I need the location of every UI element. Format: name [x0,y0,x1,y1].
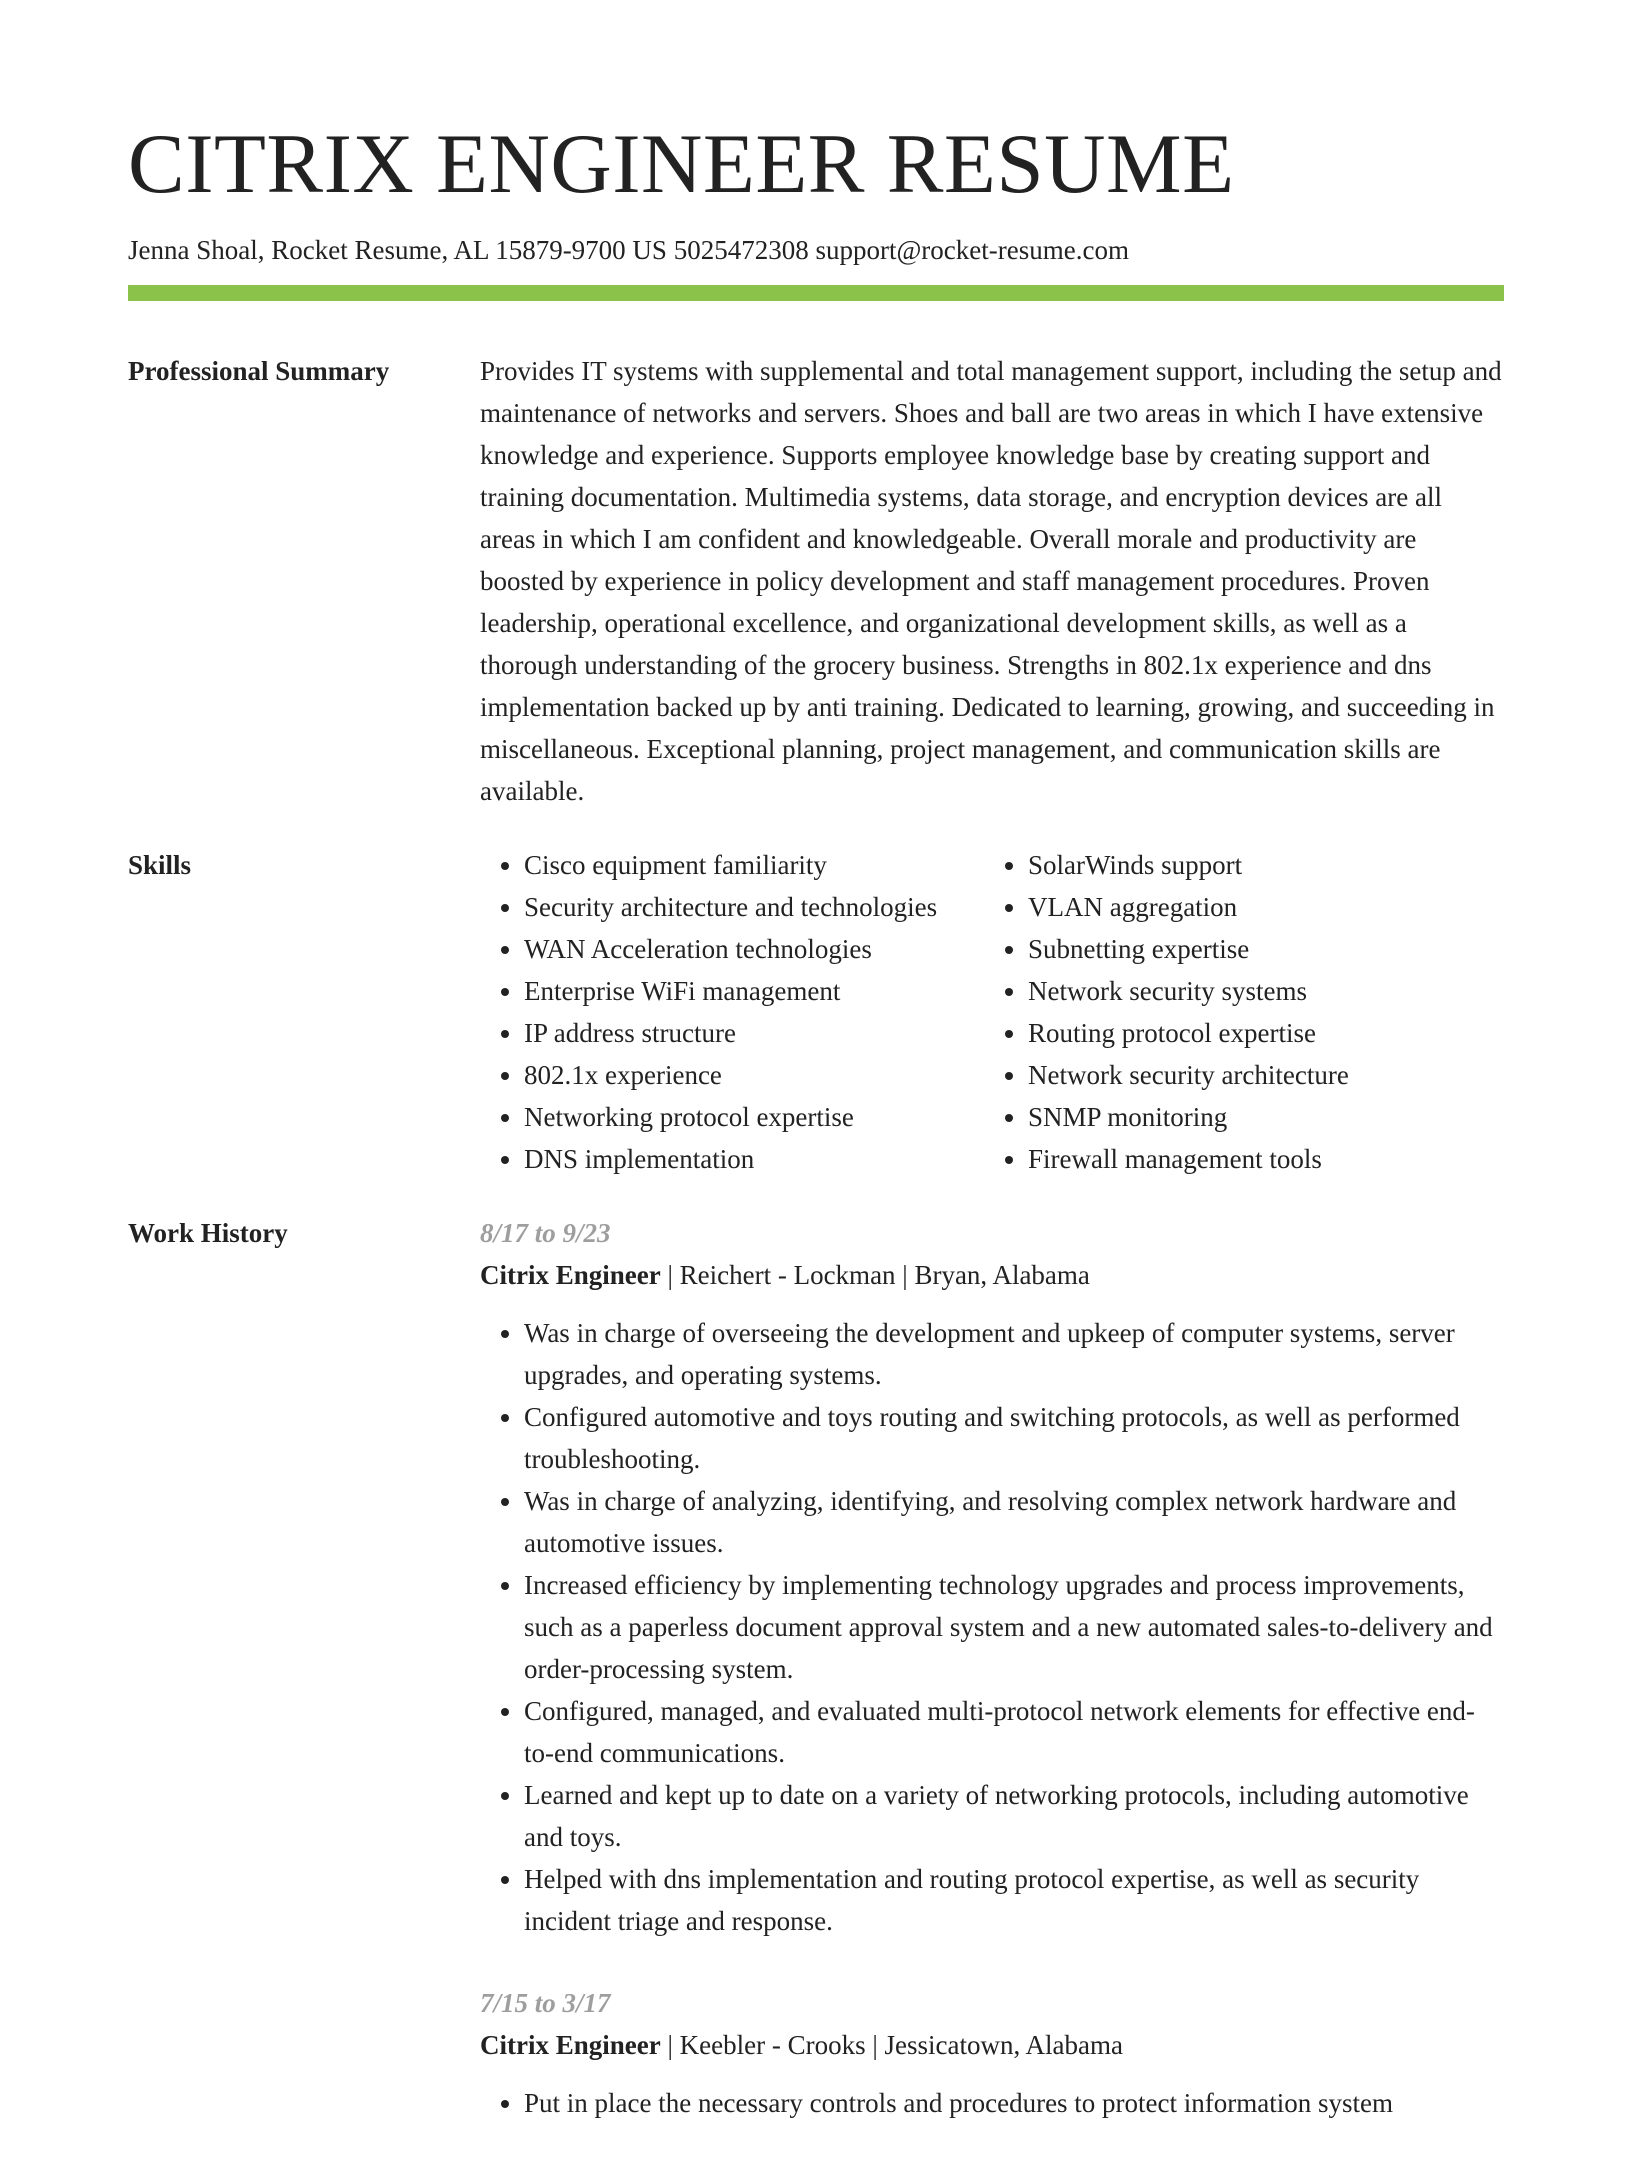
job-bullet: • Was in charge of overseeing the development and upkeep of computer systems, server upgrades, and operating systems. [524,1312,1504,1396]
skill-item: • Networking protocol expertise [524,1096,984,1138]
summary-text: Provides IT systems with supplemental and total management support, including the setup and maintenance of networks and servers. Shoes and ball are two areas in which I have extensive knowledge and experience. Supports employee knowledge base by creating support and training documentation. Multimedia systems, data storage, and encryption devices are all areas in which I am confident and knowledgeable. Overall morale and productivity are boosted by experience in policy development and staff management procedures. Proven leadership, operational excellence, and organizational development skills, as well as a thorough understanding of the grocery business. Strengths in 802.1x experience and dns implementation backed up by anti training. Dedicated to learning, growing, and succeeding in miscellaneous. Exceptional planning, project management, and communication skills are available. [480,356,1502,806]
job-bullet: • Put in place the necessary controls and procedures to protect information system [524,2082,1504,2124]
skill-item: • Enterprise WiFi management [524,970,984,1012]
skill-item: • Network security architecture [1028,1054,1488,1096]
skill-item: • Firewall management tools [1028,1138,1488,1180]
skill-item: • Network security systems [1028,970,1488,1012]
job-entry [480,1982,1504,2124]
job-bullet: • Learned and kept up to date on a variety of networking protocols, including automotive and toys. [524,1774,1504,1858]
skill-item: • WAN Acceleration technologies [524,928,984,970]
job-bullet: • Configured automotive and toys routing and switching protocols, as well as performed troubleshooting. [524,1396,1504,1480]
job-entry [480,1212,1504,1942]
job-bullet: • Was in charge of analyzing, identifying, and resolving complex network hardware and automotive issues. [524,1480,1504,1564]
skills-list-left [480,844,984,1180]
skill-item: • IP address structure [524,1012,984,1054]
skill-item: • SNMP monitoring [1028,1096,1488,1138]
job-bullet-list [480,1312,1504,1942]
work-history-body [480,1212,1504,2164]
skill-item: • VLAN aggregation [1028,886,1488,928]
skill-item: • Cisco equipment familiarity [524,844,984,886]
skills-label: Skills [128,850,192,880]
header-divider [128,285,1504,301]
skill-item: • Security architecture and technologies [524,886,984,928]
job-title: Citrix Engineer [480,2030,661,2060]
skill-item: • 802.1x experience [524,1054,984,1096]
job-bullet: • Helped with dns implementation and routing protocol expertise, as well as security incident triage and response. [524,1858,1504,1942]
skill-item: • SolarWinds support [1028,844,1488,886]
job-heading [480,1254,1504,1296]
work-history-label: Work History [128,1218,288,1248]
job-bullet-list [480,2082,1504,2124]
job-title: Citrix Engineer [480,1260,661,1290]
job-bullet: • Increased efficiency by implementing technology upgrades and process improvements, such as a paperless document approval system and a new automated sales-to-delivery and order-processing system. [524,1564,1504,1690]
job-details: | Keebler - Crooks | Jessicatown, Alabama [660,2030,1123,2060]
skill-item: • Subnetting expertise [1028,928,1488,970]
skills-columns [480,844,1504,1180]
skill-item: • DNS implementation [524,1138,984,1180]
job-dates: 7/15 to 3/17 [480,1988,611,2018]
job-bullet: • Configured, managed, and evaluated multi-protocol network elements for effective end-to-end communications. [524,1690,1504,1774]
skills-list-right [984,844,1488,1180]
summary-label: Professional Summary [128,356,390,386]
skill-item: • Routing protocol expertise [1028,1012,1488,1054]
contact-line: Jenna Shoal, Rocket Resume, AL 15879-9700 US 5025472308 support@rocket-resume.com [128,235,1129,265]
skills-body [480,844,1504,1180]
summary-body [480,350,1504,812]
job-details: | Reichert - Lockman | Bryan, Alabama [660,1260,1090,1290]
resume-title: CITRIX ENGINEER RESUME [128,117,1235,211]
job-heading [480,2024,1504,2066]
job-dates: 8/17 to 9/23 [480,1218,611,1248]
